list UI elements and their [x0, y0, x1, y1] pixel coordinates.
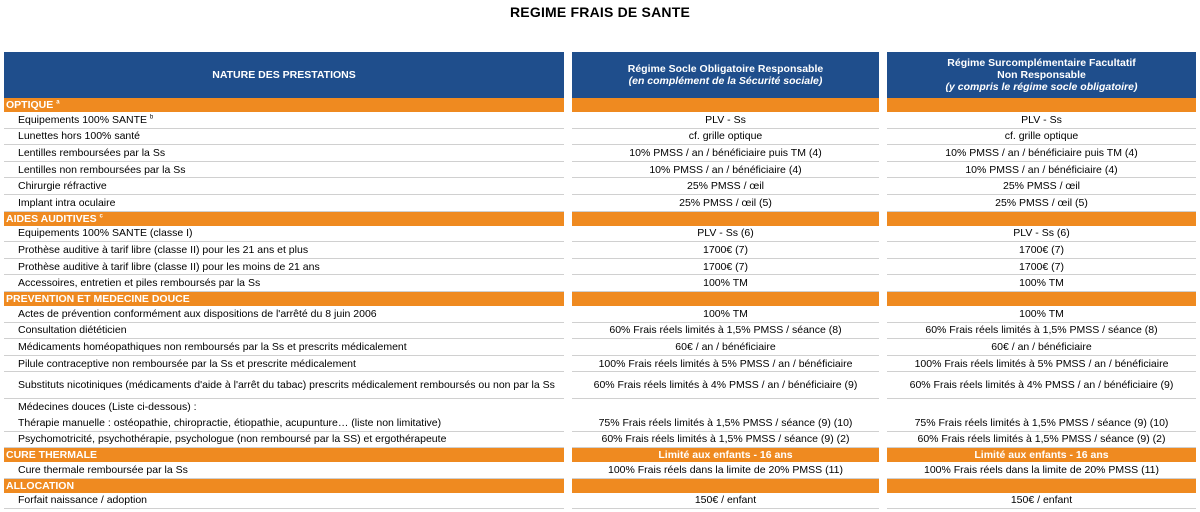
table-row — [4, 145, 1196, 162]
row-surcomplementaire-value: cf. grille optique — [887, 129, 1196, 146]
section-label: CURE THERMALE — [4, 448, 564, 462]
row-label: Lentilles non remboursées par la Ss — [4, 162, 564, 179]
row-surcomplementaire-value: 25% PMSS / œil — [887, 178, 1196, 195]
row-surcomplementaire-value: 1700€ (7) — [887, 259, 1196, 276]
section-label: ALLOCATION — [4, 479, 564, 493]
row-socle-value: 25% PMSS / œil (5) — [572, 195, 879, 212]
row-socle-value: 60% Frais réels limités à 1,5% PMSS / séance (8) — [572, 323, 879, 340]
table-header — [4, 52, 1196, 98]
row-socle-value: 60€ / an / bénéficiaire — [572, 339, 879, 356]
row-label: Thérapie manuelle : ostéopathie, chiropractie, étiopathie, acupunture… (liste non limitative) — [4, 415, 564, 432]
table-row — [4, 339, 1196, 356]
table-row — [4, 493, 1196, 510]
row-label: Prothèse auditive à tarif libre (classe II) pour les 21 ans et plus — [4, 242, 564, 259]
row-socle-value: 75% Frais réels limités à 1,5% PMSS / séance (9) (10) — [572, 415, 879, 432]
row-label: Implant intra oculaire — [4, 195, 564, 212]
table-row — [4, 275, 1196, 292]
row-socle-value: 10% PMSS / an / bénéficiaire (4) — [572, 162, 879, 179]
row-label: Accessoires, entretien et piles remboursés par la Ss — [4, 275, 564, 292]
row-socle-value: 100% TM — [572, 275, 879, 292]
row-socle-value: PLV - Ss — [572, 112, 879, 129]
row-label: Prothèse auditive à tarif libre (classe II) pour les moins de 21 ans — [4, 259, 564, 276]
row-surcomplementaire-value: 100% TM — [887, 275, 1196, 292]
page-title: REGIME FRAIS DE SANTE — [510, 4, 690, 20]
row-surcomplementaire-value: 100% Frais réels dans la limite de 20% PMSS (11) — [887, 462, 1196, 479]
section-note-surcomplementaire: Limité aux enfants - 16 ans — [887, 448, 1196, 462]
table-row — [4, 112, 1196, 129]
row-label: Chirurgie réfractive — [4, 178, 564, 195]
row-label: Pilule contraceptive non remboursée par la Ss et prescrite médicalement — [4, 356, 564, 373]
table-row — [4, 178, 1196, 195]
section-note-surcomplementaire — [887, 292, 1196, 306]
benefits-table — [4, 52, 1196, 509]
table-row — [4, 259, 1196, 276]
section-note-surcomplementaire — [887, 479, 1196, 493]
section-prevention — [4, 292, 1196, 306]
row-socle-value: cf. grille optique — [572, 129, 879, 146]
table-row — [4, 323, 1196, 340]
row-surcomplementaire-value: 10% PMSS / an / bénéficiaire puis TM (4) — [887, 145, 1196, 162]
section-note-socle: Limité aux enfants - 16 ans — [572, 448, 879, 462]
row-label: Médicaments homéopathiques non remboursés par la Ss et prescrits médicalement — [4, 339, 564, 356]
row-surcomplementaire-value: 75% Frais réels limités à 1,5% PMSS / séance (9) (10) — [887, 415, 1196, 432]
row-surcomplementaire-value: 60% Frais réels limités à 4% PMSS / an / bénéficiaire (9) — [887, 372, 1196, 399]
row-surcomplementaire-value: 60% Frais réels limités à 1,5% PMSS / séance (8) — [887, 323, 1196, 340]
table-row — [4, 306, 1196, 323]
row-label: Equipements 100% SANTE $^b$ — [4, 112, 564, 129]
row-label: Cure thermale remboursée par la Ss — [4, 462, 564, 479]
row-surcomplementaire-value: 10% PMSS / an / bénéficiaire (4) — [887, 162, 1196, 179]
row-surcomplementaire-value: PLV - Ss — [887, 112, 1196, 129]
row-socle-value: 1700€ (7) — [572, 259, 879, 276]
table-row — [4, 415, 1196, 432]
table-row — [4, 372, 1196, 399]
row-socle-value: 100% Frais réels limités à 5% PMSS / an / bénéficiaire — [572, 356, 879, 373]
row-socle-value: 150€ / enfant — [572, 493, 879, 510]
row-surcomplementaire-value: 25% PMSS / œil (5) — [887, 195, 1196, 212]
header-surcomplementaire: Régime Surcomplémentaire Facultatif Non Responsable (y compris le régime socle obligatoire) — [887, 52, 1196, 98]
section-aides — [4, 212, 1196, 226]
row-label: Consultation diététicien — [4, 323, 564, 340]
header-nature: NATURE DES PRESTATIONS — [4, 52, 564, 98]
table-row — [4, 129, 1196, 146]
section-note-surcomplementaire — [887, 212, 1196, 226]
table-row — [4, 226, 1196, 243]
row-label: Actes de prévention conformément aux dispositions de l'arrêté du 8 juin 2006 — [4, 306, 564, 323]
section-label: OPTIQUE $^a$ — [4, 98, 564, 112]
row-surcomplementaire-value: 1700€ (7) — [887, 242, 1196, 259]
row-label: Forfait naissance / adoption — [4, 493, 564, 510]
section-note-surcomplementaire — [887, 98, 1196, 112]
row-label: Substituts nicotiniques (médicaments d'aide à l'arrêt du tabac) prescrits médicalement remboursés ou non par la Ss — [4, 372, 564, 399]
row-label: Lunettes hors 100% santé — [4, 129, 564, 146]
row-socle-value: 1700€ (7) — [572, 242, 879, 259]
table-row — [4, 242, 1196, 259]
row-socle-value: 60% Frais réels limités à 1,5% PMSS / séance (9) (2) — [572, 432, 879, 449]
row-socle-value — [572, 399, 879, 415]
row-label: Equipements 100% SANTE (classe I) — [4, 226, 564, 243]
table-row — [4, 432, 1196, 449]
section-optique — [4, 98, 1196, 112]
section-allocation — [4, 479, 1196, 493]
row-surcomplementaire-value: 60% Frais réels limités à 1,5% PMSS / séance (9) (2) — [887, 432, 1196, 449]
row-socle-value: 60% Frais réels limités à 4% PMSS / an / bénéficiaire (9) — [572, 372, 879, 399]
row-surcomplementaire-value: 150€ / enfant — [887, 493, 1196, 510]
row-socle-value: PLV - Ss (6) — [572, 226, 879, 243]
row-socle-value: 10% PMSS / an / bénéficiaire puis TM (4) — [572, 145, 879, 162]
table-row — [4, 462, 1196, 479]
row-label: Médecines douces (Liste ci-dessous) : — [18, 401, 197, 414]
table-row — [4, 195, 1196, 212]
section-label: AIDES AUDITIVES $^c$ — [4, 212, 564, 226]
row-label: Lentilles remboursées par la Ss — [4, 145, 564, 162]
row-socle-value: 100% TM — [572, 306, 879, 323]
section-cure — [4, 448, 1196, 462]
row-surcomplementaire-value: 100% TM — [887, 306, 1196, 323]
header-socle: Régime Socle Obligatoire Responsable (en complément de la Sécurité sociale) — [572, 52, 879, 98]
row-socle-value: 25% PMSS / œil — [572, 178, 879, 195]
table-row — [4, 356, 1196, 373]
section-note-socle — [572, 98, 879, 112]
row-socle-value: 100% Frais réels dans la limite de 20% PMSS (11) — [572, 462, 879, 479]
row-surcomplementaire-value: 60€ / an / bénéficiaire — [887, 339, 1196, 356]
row-surcomplementaire-value: PLV - Ss (6) — [887, 226, 1196, 243]
table-row — [4, 399, 1196, 415]
table-row — [4, 162, 1196, 179]
section-note-socle — [572, 479, 879, 493]
row-surcomplementaire-value: 100% Frais réels limités à 5% PMSS / an / bénéficiaire — [887, 356, 1196, 373]
row-label: Psychomotricité, psychothérapie, psychologue (non remboursé par la SS) et ergothérapeute — [4, 432, 564, 449]
row-surcomplementaire-value — [887, 399, 1196, 415]
section-note-socle — [572, 292, 879, 306]
section-label: PREVENTION ET MEDECINE DOUCE — [4, 292, 564, 306]
section-note-socle — [572, 212, 879, 226]
